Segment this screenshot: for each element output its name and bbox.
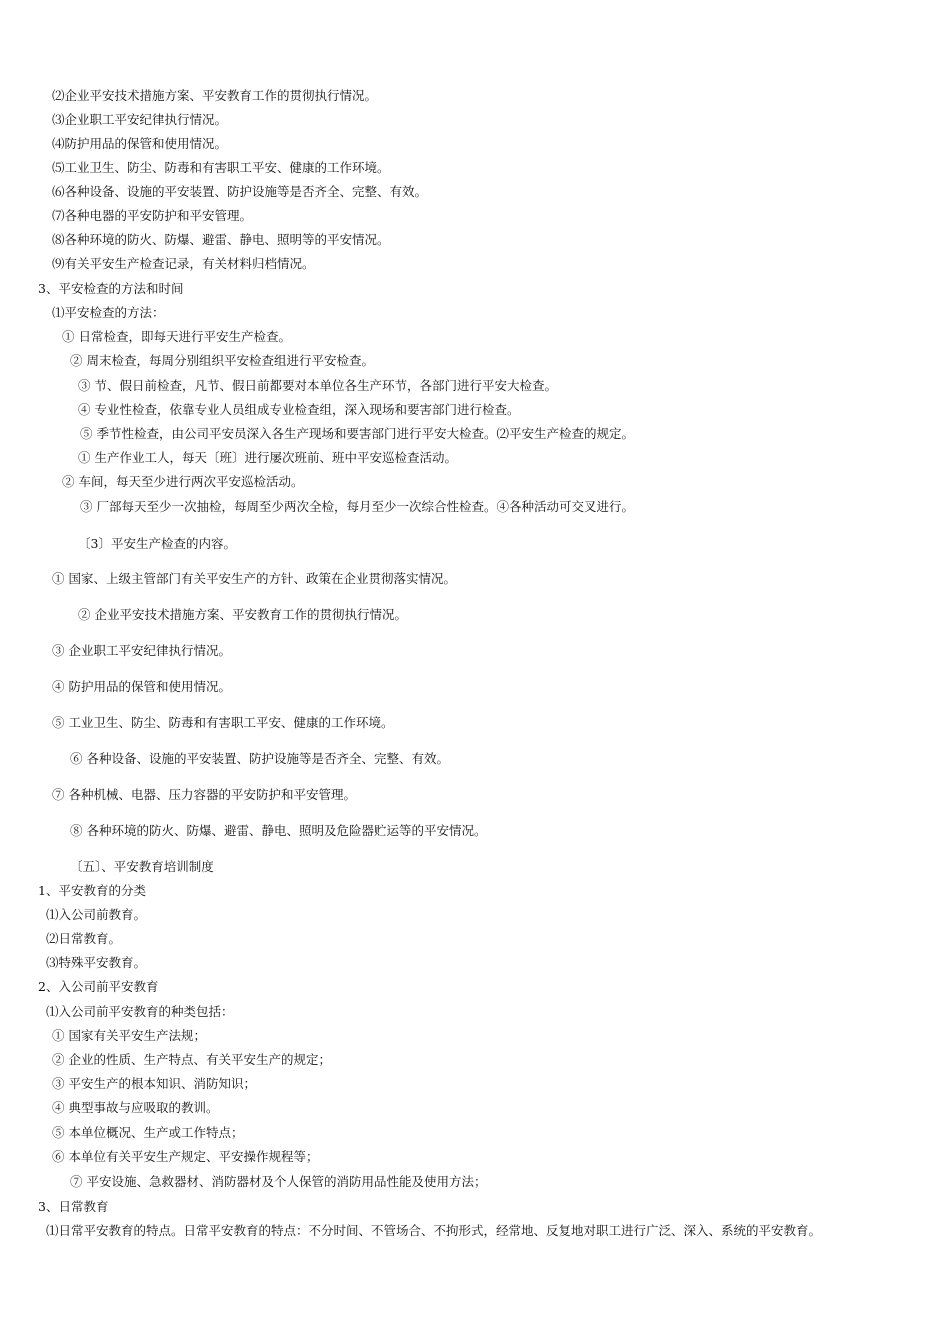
list-item: ① 日常检查，即每天进行平安生产检查。: [62, 329, 291, 344]
text-line: ⑵企业平安技术措施方案、平安教育工作的贯彻执行情况。: [52, 88, 378, 103]
text-line: ⑴入公司前平安教育的种类包括：: [46, 1004, 234, 1019]
text-line: ⑵日常教育。: [46, 931, 122, 946]
list-item: ① 生产作业工人，每天〔班〕进行屡次班前、班中平安巡检查活动。: [78, 450, 457, 465]
text-line: ⑴日常平安教育的特点。日常平安教育的特点：不分时间、不管场合、不拘形式，经常地、反复地对职工进行广泛、深入、系统的平安教育。: [46, 1223, 822, 1238]
list-item: ⑦ 各种机械、电器、压力容器的平安防护和平安管理。: [52, 787, 356, 802]
text-line: ⑼有关平安生产检查记录，有关材料归档情况。: [52, 256, 315, 271]
list-item: ④ 专业性检查，依靠专业人员组成专业检查组，深入现场和要害部门进行检查。: [78, 402, 520, 417]
list-item: ① 国家有关平安生产法规；: [52, 1028, 206, 1043]
list-item: ⑤ 季节性检查，由公司平安员深入各生产现场和要害部门进行平安大检查。⑵平安生产检查的规定。: [80, 426, 634, 441]
list-item: ② 车间，每天至少进行两次平安巡检活动。: [62, 474, 304, 489]
list-item: ⑦ 平安设施、急救器材、消防器材及个人保管的消防用品性能及使用方法；: [70, 1174, 487, 1189]
list-item: ④ 典型事故与应吸取的教训。: [52, 1100, 219, 1115]
list-item: ② 企业平安技术措施方案、平安教育工作的贯彻执行情况。: [78, 607, 407, 622]
list-item: ③ 企业职工平安纪律执行情况。: [52, 643, 231, 658]
section-heading: 3、平安检查的方法和时间: [38, 281, 184, 296]
section-heading: 2、入公司前平安教育: [38, 979, 159, 994]
text-line: ⑶特殊平安教育。: [46, 955, 147, 970]
text-line: ⑹各种设备、设施的平安装置、防护设施等是否齐全、完整、有效。: [52, 184, 428, 199]
list-item: ③ 节、假日前检查，凡节、假日前都要对本单位各生产环节，各部门进行平安大检查。: [78, 378, 557, 393]
list-item: ③ 平安生产的根本知识、消防知识；: [52, 1076, 256, 1091]
section-heading: 3、日常教育: [38, 1199, 109, 1214]
text-line: ⑴平安检查的方法：: [52, 305, 165, 320]
list-item: ② 周末检查，每周分别组织平安检查组进行平安检查。: [70, 353, 374, 368]
list-item: ⑥ 各种设备、设施的平安装置、防护设施等是否齐全、完整、有效。: [70, 751, 449, 766]
list-item: ⑧ 各种环境的防火、防爆、避雷、静电、照明及危险器贮运等的平安情况。: [70, 823, 487, 838]
section-heading: 1、平安教育的分类: [38, 883, 146, 898]
list-item: ① 国家、上级主管部门有关平安生产的方针、政策在企业贯彻落实情况。: [52, 571, 456, 586]
list-item: ② 企业的性质、生产特点、有关平安生产的规定；: [52, 1052, 331, 1067]
text-line: ⑶企业职工平安纪律执行情况。: [52, 112, 228, 127]
list-item: ⑤ 本单位概况、生产或工作特点；: [52, 1125, 244, 1140]
text-line: ⑷防护用品的保管和使用情况。: [52, 136, 228, 151]
list-item: ④ 防护用品的保管和使用情况。: [52, 679, 231, 694]
list-item: ⑤ 工业卫生、防尘、防毒和有害职工平安、健康的工作环境。: [52, 715, 394, 730]
section-heading: 〔3〕平安生产检查的内容。: [78, 536, 236, 551]
text-line: ⑻各种环境的防火、防爆、避雷、静电、照明等的平安情况。: [52, 232, 390, 247]
text-line: ⑺各种电器的平安防护和平安管理。: [52, 208, 253, 223]
text-line: ⑴入公司前教育。: [46, 907, 147, 922]
list-item: ⑥ 本单位有关平安生产规定、平安操作规程等；: [52, 1149, 319, 1164]
list-item: ③ 厂部每天至少一次抽检，每周至少两次全检，每月至少一次综合性检查。④各种活动可交叉进行。: [80, 499, 634, 514]
section-heading: 〔五〕、平安教育培训制度: [70, 859, 214, 874]
text-line: ⑸工业卫生、防尘、防毒和有害职工平安、健康的工作环境。: [52, 160, 390, 175]
